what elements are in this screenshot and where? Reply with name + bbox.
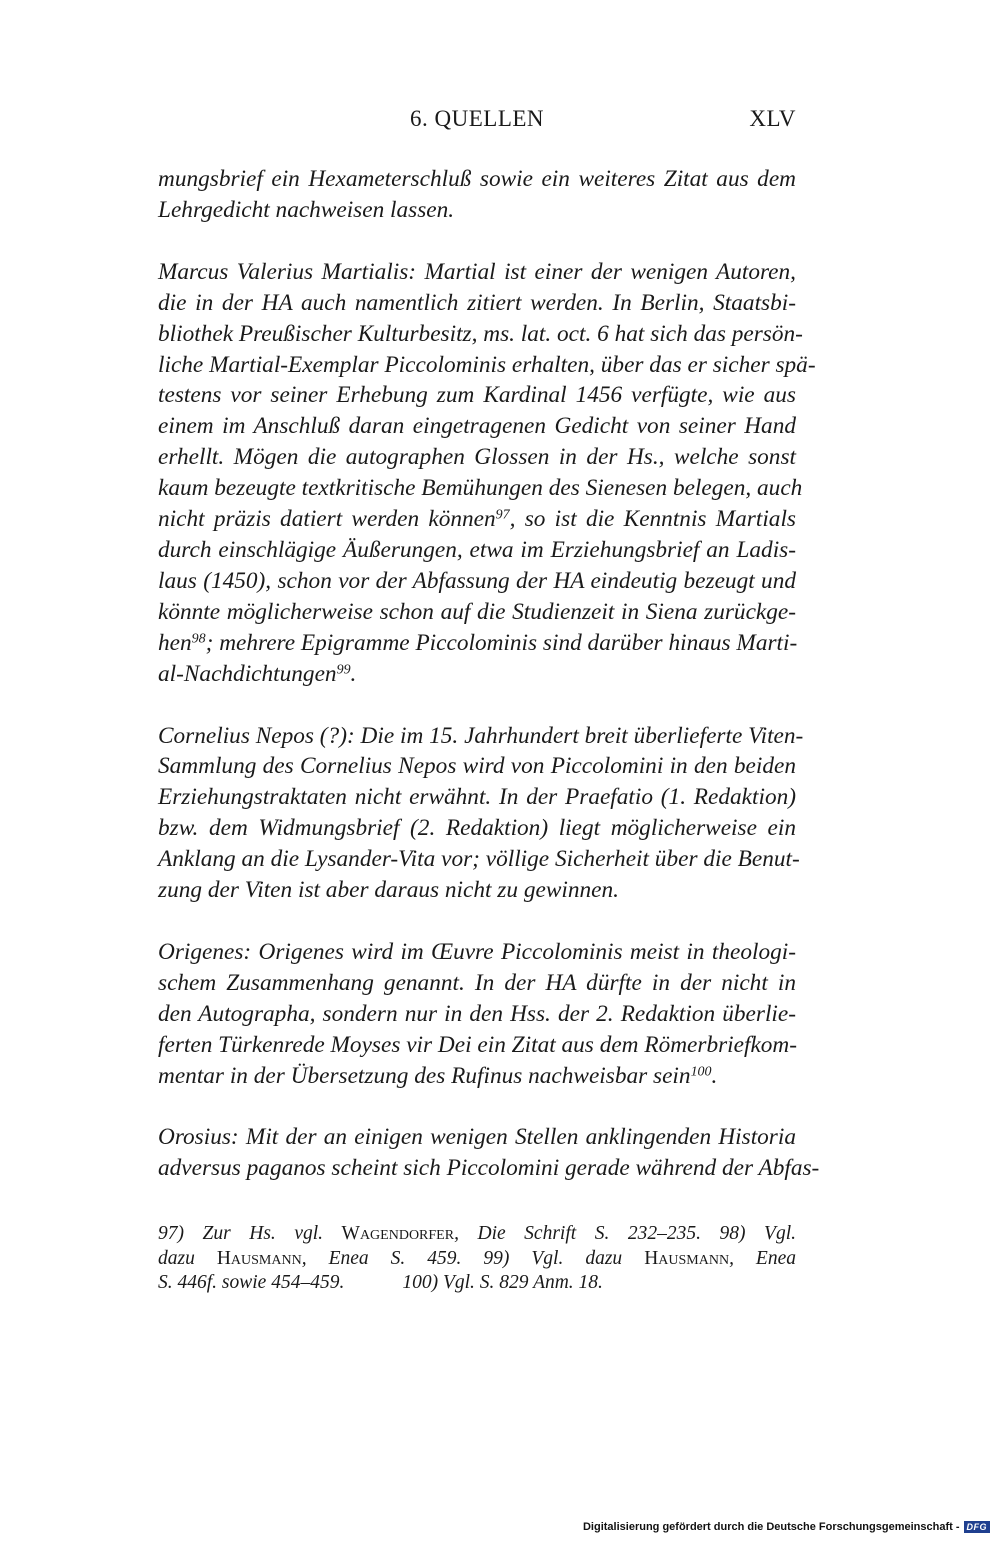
text-line: Origenes: Origenes wird im Œuvre Piccolominis meist in theologi- [158,938,796,965]
footnote-98-start: 98) Vgl. [719,1223,796,1244]
author-name: Wagendorfer [341,1223,455,1244]
text-line: Lehrgedicht nachweisen lassen. [158,196,455,223]
paragraph-orosius [158,1122,820,1184]
text-line: laus (1450), schon vor der Abfassung der HA eindeutig bezeugt und [158,567,796,594]
footnote-text: , Enea S. 459. [301,1247,462,1269]
footnote-text: , Enea [729,1247,796,1269]
text-line: mungsbrief ein Hexameterschluß sowie ein weiteres Zitat aus dem [158,166,796,192]
text-line: erhellt. Mögen die autographen Glossen in der Hs., welche sonst [158,444,796,471]
author-name: Hausmann [216,1247,302,1269]
footnote-100: 100) Vgl. S. 829 Anm. 18. [402,1272,603,1293]
text-segment: hen [158,629,192,656]
text-line: den Autographa, sondern nur in den Hss. der 2. Redaktion überlie- [158,1000,796,1027]
text-segment: ; mehrere Epigramme Piccolominis sind darüber hinaus Marti- [205,629,798,656]
text-line: Anklang an die Lysander-Vita vor; völlige Sicherheit über die Benut- [158,846,800,873]
text-line: bliothek Preußischer Kulturbesitz, ms. lat. oct. 6 hat sich das persön- [158,320,803,347]
author-name: Hausmann [644,1247,730,1269]
page-number: XLV [749,106,796,131]
text-line: bzw. dem Widmungsbrief (2. Redaktion) liegt möglicherweise ein [158,815,796,842]
footnote-99-end: S. 446f. sowie 454–459. [158,1272,345,1293]
paragraph-origenes [158,937,796,1092]
footnote-line [158,1271,796,1296]
text-line: liche Martial-Exemplar Piccolominis erhalten, über das er sicher spä- [158,351,816,378]
text-segment: , so ist die Kenntnis Martials [509,506,796,533]
text-line: testens vor seiner Erhebung zum Kardinal 1456 verfügte, wie aus [158,382,796,409]
text-line: Erziehungstraktaten nicht erwähnt. In der Praefatio (1. Redaktion) [158,784,796,811]
paragraph-martialis [158,257,816,690]
footnote-ref-99[interactable]: 99 [336,661,351,677]
text-line [158,659,796,690]
footnote-line [158,1247,796,1272]
footnote-99 [483,1248,796,1269]
footnote-text: 97) Zur Hs. vgl. [158,1223,342,1244]
text-line: zung der Viten ist aber daraus nicht zu gewinnen. [158,877,619,904]
footnote-ref-100[interactable]: 100 [690,1063,712,1079]
text-line: einem im Anschluß daran eingetragenen Gedicht von seiner Hand [158,413,796,440]
text-line [158,628,796,659]
text-line: kaum bezeugte textkritische Bemühungen des Sienesen belegen, auch [158,475,803,502]
footnote-text: , Die Schrift S. 232–235. [454,1223,701,1244]
text-line: schem Zusammenhang genannt. In der HA dürfte in der nicht in [158,969,796,996]
text-line: Marcus Valerius Martialis: Martial ist einer der wenigen Autoren, [158,258,796,285]
footnote-97 [158,1223,701,1244]
funding-credit [583,1521,990,1533]
text-segment: nicht präzis datiert werden können [158,506,496,533]
text-segment: . [711,1062,718,1089]
footnote-ref-98[interactable]: 98 [191,631,206,646]
text-line: durch einschlägige Äußerungen, etwa im Erziehungsbrief an Ladis- [158,536,796,563]
text-segment: al-Nachdichtungen [158,660,337,687]
body-text [158,164,820,1215]
text-line [158,1061,796,1092]
text-line: adversus paganos scheint sich Piccolomini gerade während der Abfas- [158,1155,820,1182]
running-title: 6. QUELLEN [410,106,545,131]
text-line: Sammlung des Cornelius Nepos wird von Piccolomini in den beiden [158,753,796,780]
footnote-text: dazu [158,1247,217,1269]
paragraph-nepos [158,721,804,906]
footnote-line [158,1222,796,1247]
text-segment: mentar in der Übersetzung des Rufinus nachweisbar sein [158,1062,691,1089]
footnotes [158,1222,796,1296]
text-line: Orosius: Mit der an einigen wenigen Stellen anklingenden Historia [158,1124,796,1151]
text-line: könnte möglicherweise schon auf die Studienzeit in Siena zurückge- [158,598,796,625]
footnote-ref-97[interactable]: 97 [495,507,510,523]
text-line: Cornelius Nepos (?): Die im 15. Jahrhundert breit überlieferte Viten- [158,722,804,749]
text-segment: . [350,660,357,687]
footnote-98-end [158,1248,461,1269]
text-line: ferten Türkenrede Moyses vir Dei ein Zitat aus dem Römerbriefkom- [158,1031,798,1058]
text-line [158,504,796,535]
footnote-text: 99) Vgl. dazu [483,1247,645,1269]
funding-credit-text: Digitalisierung gefördert durch die Deutsche Forschungsgemeinschaft - [582,1521,960,1533]
running-head [158,106,796,140]
dfg-logo: DFG [964,1521,991,1533]
paragraph-lehrgedicht [158,164,796,226]
text-line: die in der HA auch namentlich zitiert werden. In Berlin, Staatsbi- [158,289,796,316]
